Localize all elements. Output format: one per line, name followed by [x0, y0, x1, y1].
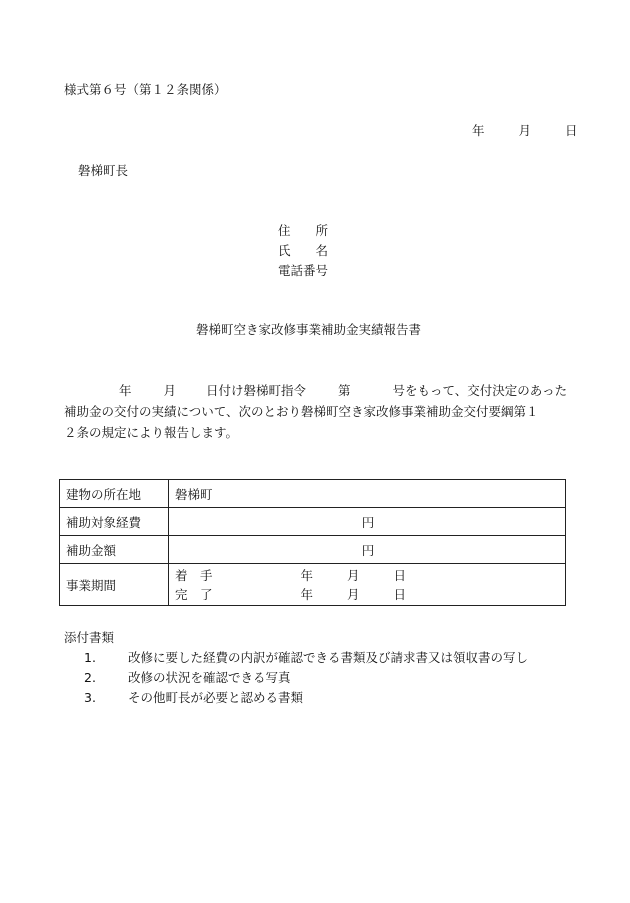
end-month: 月 — [346, 587, 360, 602]
item-text: 改修に要した経費の内訳が確認できる書類及び請求書又は領収書の写し — [128, 650, 529, 665]
list-item — [84, 668, 291, 686]
item-number: 3. — [84, 690, 96, 705]
period-start-row — [175, 566, 559, 585]
decision-month: 月 — [163, 383, 176, 398]
table-row — [60, 508, 566, 536]
start-year: 年 — [300, 568, 313, 583]
document-title: 磐梯町空き家改修事業補助金実績報告書 — [196, 322, 422, 337]
start-month: 月 — [346, 568, 360, 583]
item-number: 1. — [84, 650, 96, 665]
end-label: 完 了 — [175, 587, 213, 602]
item-number: 2. — [84, 670, 96, 685]
date-day: 日 — [564, 123, 578, 138]
name-label: 氏 名 — [278, 243, 329, 258]
date-year: 年 — [472, 123, 485, 138]
report-date — [472, 121, 577, 139]
address-label: 住 所 — [278, 223, 329, 238]
amount-label: 補助金額 — [60, 536, 169, 564]
item-text: その他町長が必要と認める書類 — [128, 690, 304, 705]
decision-dai: 第 — [337, 383, 351, 398]
period-label: 事業期間 — [60, 564, 169, 606]
amount-unit: 円 — [361, 542, 375, 558]
end-day: 日 — [393, 587, 406, 602]
phone-label: 電話番号 — [278, 263, 329, 278]
period-value — [169, 564, 566, 606]
decision-year: 年 — [119, 383, 132, 398]
location-label: 建物の所在地 — [60, 480, 169, 508]
body-line-3: ２条の規定により報告します。 — [64, 425, 239, 440]
body-line-1 — [119, 381, 567, 399]
cost-unit: 円 — [361, 514, 375, 530]
period-end-row — [175, 585, 559, 604]
decision-rest: 号をもって、交付決定のあった — [392, 383, 568, 398]
form-number: 様式第６号（第１２条関係） — [64, 82, 227, 97]
date-month: 月 — [518, 123, 531, 138]
start-label: 着 手 — [175, 568, 213, 583]
table-row — [60, 564, 566, 606]
list-item — [84, 688, 303, 706]
list-item — [84, 648, 528, 666]
table-row — [60, 536, 566, 564]
addressee: 磐梯町長 — [78, 163, 129, 178]
start-day: 日 — [393, 568, 406, 583]
decision-day-text: 日付け磐梯町指令 — [205, 383, 306, 398]
location-value: 磐梯町 — [169, 480, 566, 508]
cost-value — [169, 508, 566, 536]
end-year: 年 — [300, 587, 313, 602]
amount-value — [169, 536, 566, 564]
item-text: 改修の状況を確認できる写真 — [128, 670, 291, 685]
report-table — [59, 479, 566, 606]
body-line-2: 補助金の交付の実績について、次のとおり磐梯町空き家改修事業補助金交付要綱第１ — [64, 404, 539, 419]
table-row — [60, 480, 566, 508]
attachments-heading: 添付書類 — [64, 630, 115, 645]
cost-label: 補助対象経費 — [60, 508, 169, 536]
